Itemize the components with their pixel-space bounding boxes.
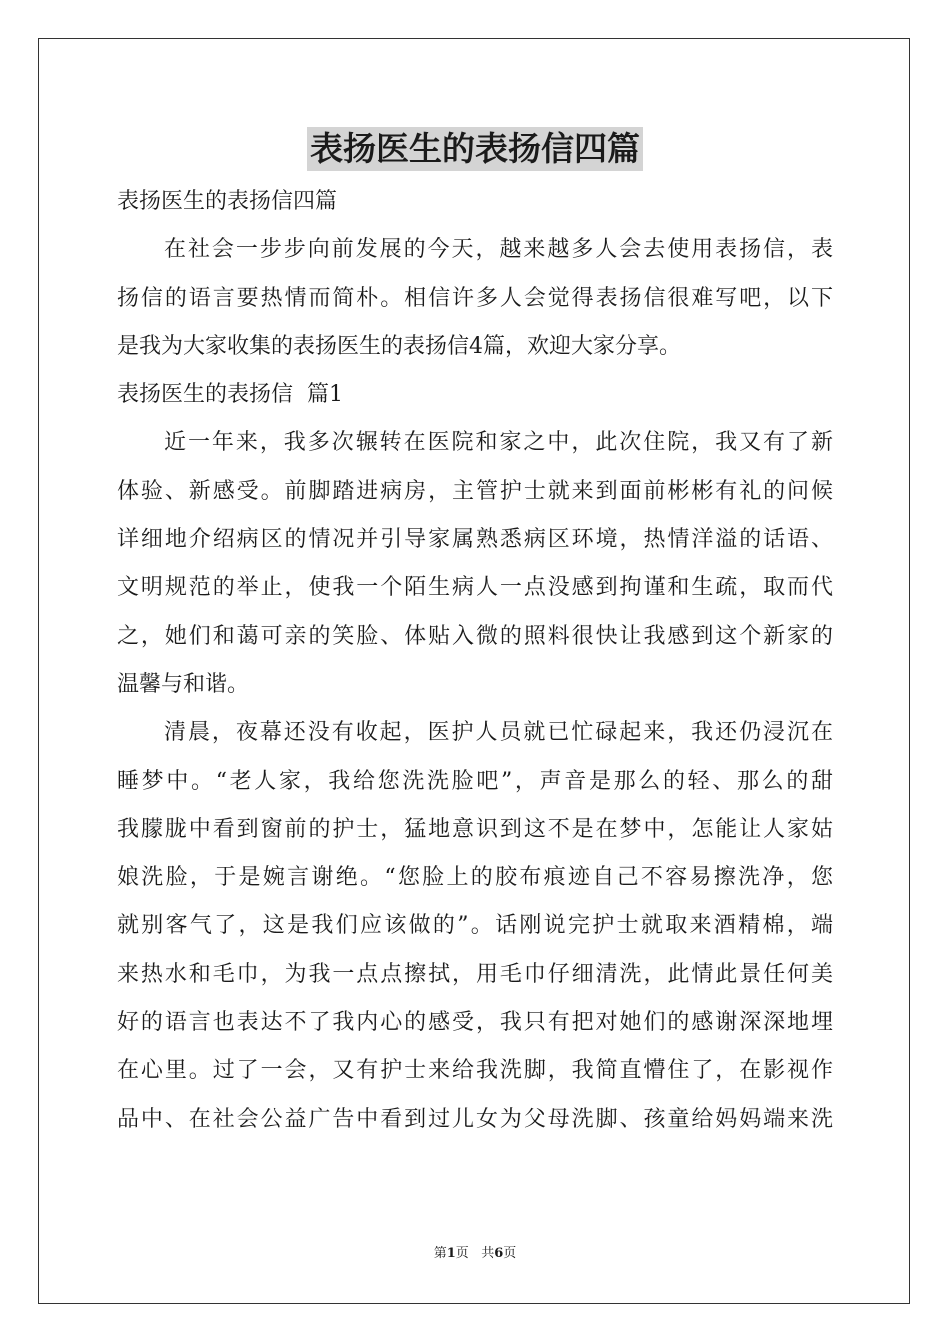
text-line: 清晨，夜幕还没有收起，医护人员就已忙碌起来，我还仍浸沉在: [164, 720, 833, 746]
page-footer: [0, 1245, 950, 1263]
text-line: 扬信的语言要热情而简朴。相信许多人会觉得表扬信很难写吧，以下: [117, 285, 833, 311]
text-line: 就别客气了，这是我们应该做的”。话刚说完护士就取来酒精棉，端: [117, 913, 833, 939]
text-line: 温馨与和谐。: [117, 671, 250, 697]
page-suffix: 页: [455, 1246, 469, 1261]
text-line: 之，她们和蔼可亲的笑脸、体贴入微的照料很快让我感到这个新家的: [117, 623, 833, 649]
section-heading: 表扬医生的表扬信 篇1: [117, 382, 343, 408]
total-suffix: 页: [503, 1246, 517, 1261]
total-prefix: 共: [481, 1246, 495, 1261]
text-line: 是我为大家收集的表扬医生的表扬信4篇，欢迎大家分享。: [117, 333, 681, 359]
text-line: 体验、新感受。前脚踏进病房，主管护士就来到面前彬彬有礼的问候: [117, 478, 833, 504]
text-line: 来热水和毛巾，为我一点点擦拭，用毛巾仔细清洗，此情此景任何美: [117, 961, 833, 987]
text-line: 在心里。过了一会，又有护士来给我洗脚，我简直懵住了，在影视作: [117, 1058, 833, 1084]
text-line: 近一年来，我多次辗转在医院和家之中，此次住院，我又有了新: [164, 430, 833, 456]
text-line: 好的语言也表达不了我内心的感受，我只有把对她们的感谢深深地埋: [117, 1010, 833, 1036]
text-line: 娘洗脸，于是婉言谢绝。“您脸上的胶布痕迹自己不容易擦洗净，您: [117, 865, 833, 891]
document-body: [117, 178, 833, 1144]
page-prefix: 第: [433, 1246, 447, 1261]
document-title: 表扬医生的表扬信四篇: [307, 127, 643, 171]
text-line: 表扬医生的表扬信四篇: [117, 189, 338, 214]
title-area: [0, 127, 950, 171]
text-line: 文明规范的举止，使我一个陌生病人一点没感到拘谨和生疏，取而代: [117, 575, 833, 601]
text-line: 睡梦中。“老人家，我给您洗洗脸吧”，声音是那么的轻、那么的甜: [117, 768, 833, 794]
text-line: 在社会一步步向前发展的今天，越来越多人会去使用表扬信，表: [164, 237, 833, 263]
text-line: 我朦胧中看到窗前的护士，猛地意识到这不是在梦中，怎能让人家姑: [117, 816, 833, 842]
text-line: 详细地介绍病区的情况并引导家属熟悉病区环境，热情洋溢的话语、: [117, 527, 833, 553]
page-number: 1: [446, 1246, 456, 1261]
total-pages: 6: [494, 1246, 504, 1261]
text-line: 品中、在社会公益广告中看到过儿女为父母洗脚、孩童给妈妈端来洗: [117, 1106, 833, 1132]
